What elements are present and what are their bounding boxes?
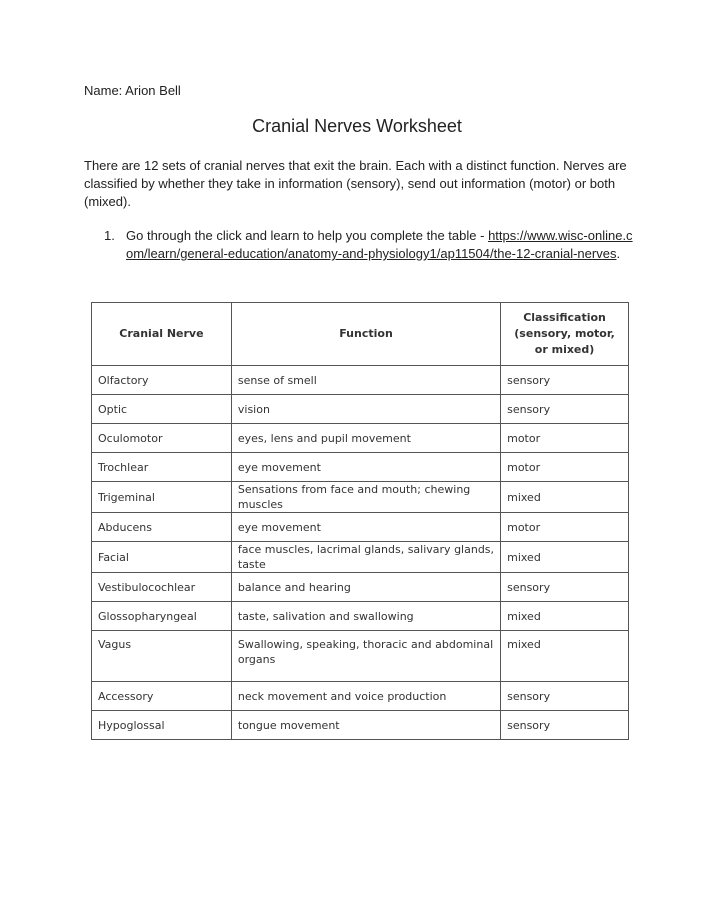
classification-cell: motor [501, 513, 629, 542]
function-cell: face muscles, lacrimal glands, salivary glands, taste [231, 542, 500, 573]
table-row [92, 366, 629, 395]
nerve-cell: Vestibulocochlear [92, 573, 232, 602]
function-cell: eye movement [231, 453, 500, 482]
nerve-cell: Olfactory [92, 366, 232, 395]
table-row [92, 513, 629, 542]
instruction-trailing: . [616, 246, 621, 261]
function-cell: neck movement and voice production [231, 682, 500, 711]
cranial-nerves-table-wrap [91, 302, 629, 740]
classification-cell: motor [501, 453, 629, 482]
classification-cell: sensory [501, 366, 629, 395]
classification-cell: motor [501, 424, 629, 453]
nerve-cell: Glossopharyngeal [92, 602, 232, 631]
function-cell: sense of smell [231, 366, 500, 395]
function-cell: Swallowing, speaking, thoracic and abdominal organs [231, 631, 500, 682]
function-cell: tongue movement [231, 711, 500, 740]
classification-cell: mixed [501, 482, 629, 513]
table-row [92, 631, 629, 682]
function-cell: Sensations from face and mouth; chewing muscles [231, 482, 500, 513]
table-row [92, 482, 629, 513]
cranial-nerves-table [91, 302, 629, 740]
table-row [92, 542, 629, 573]
nerve-cell: Facial [92, 542, 232, 573]
table-row [92, 453, 629, 482]
classification-cell: mixed [501, 631, 629, 682]
header-cranial-nerve: Cranial Nerve [92, 303, 232, 366]
nerve-cell: Optic [92, 395, 232, 424]
nerve-cell: Accessory [92, 682, 232, 711]
resource-link[interactable]: https://www.wisc-online.com/learn/general-education/anatomy-and-physiology1/ap11504/the-12-cranial-nerves [126, 228, 633, 261]
table-row [92, 682, 629, 711]
header-function: Function [231, 303, 500, 366]
function-cell: taste, salivation and swallowing [231, 602, 500, 631]
classification-cell: mixed [501, 542, 629, 573]
page-title: Cranial Nerves Worksheet [252, 116, 462, 136]
nerve-cell: Hypoglossal [92, 711, 232, 740]
classification-cell: sensory [501, 711, 629, 740]
table-header-row [92, 303, 629, 366]
instruction-text: Go through the click and learn to help you complete the table - [126, 228, 489, 243]
nerve-cell: Trochlear [92, 453, 232, 482]
classification-cell: sensory [501, 395, 629, 424]
nerve-cell: Vagus [92, 631, 232, 682]
instruction-number: 1. [104, 228, 115, 243]
classification-cell: mixed [501, 602, 629, 631]
table-row [92, 424, 629, 453]
classification-cell: sensory [501, 682, 629, 711]
table-row [92, 711, 629, 740]
function-cell: eye movement [231, 513, 500, 542]
function-cell: eyes, lens and pupil movement [231, 424, 500, 453]
header-classification: Classification (sensory, motor, or mixed) [501, 303, 629, 366]
table-row [92, 395, 629, 424]
nerve-cell: Trigeminal [92, 482, 232, 513]
nerve-cell: Oculomotor [92, 424, 232, 453]
nerve-cell: Abducens [92, 513, 232, 542]
intro-paragraph: There are 12 sets of cranial nerves that exit the brain. Each with a distinct function. Nerves are classified by whether they take in information (sensory), send out information (motor) or both (mixed). [84, 158, 627, 209]
function-cell: vision [231, 395, 500, 424]
table-row [92, 602, 629, 631]
table-row [92, 573, 629, 602]
instruction-body [126, 227, 636, 263]
function-cell: balance and hearing [231, 573, 500, 602]
classification-cell: sensory [501, 573, 629, 602]
student-name: Name: Arion Bell [84, 83, 181, 98]
